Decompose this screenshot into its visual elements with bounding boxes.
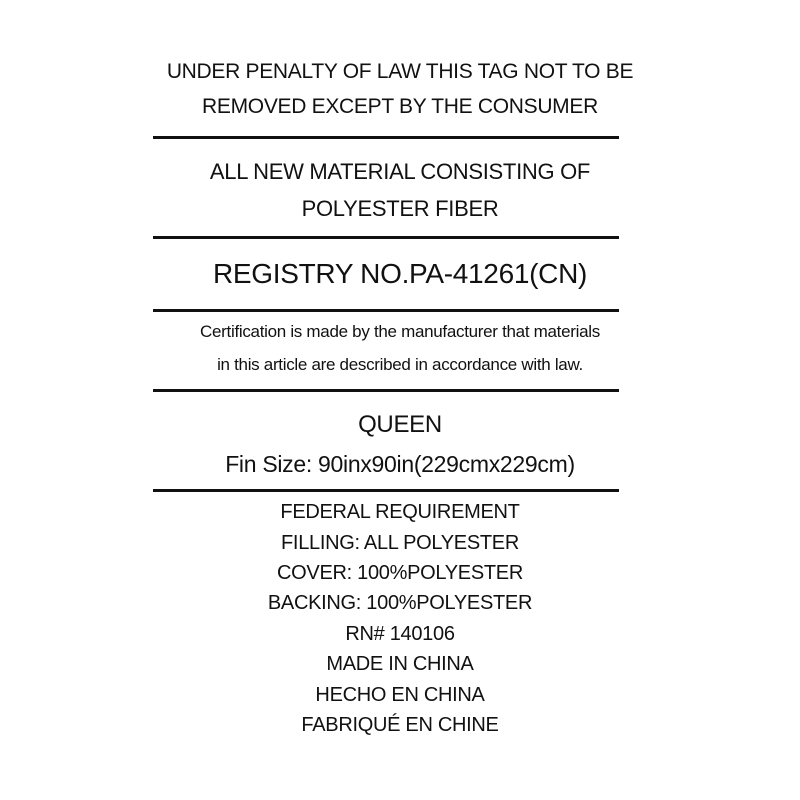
divider-3 — [153, 309, 619, 312]
divider-4 — [153, 389, 619, 392]
warning-line-1: UNDER PENALTY OF LAW THIS TAG NOT TO BE — [166, 60, 634, 83]
federal-heading: FEDERAL REQUIREMENT — [280, 501, 520, 523]
divider-2 — [153, 236, 619, 239]
size-name: QUEEN — [358, 411, 442, 438]
warning-line-2: REMOVED EXCEPT BY THE CONSUMER — [202, 95, 598, 118]
made-in-china: MADE IN CHINA — [326, 653, 474, 675]
material-line-1: ALL NEW MATERIAL CONSISTING OF — [209, 159, 591, 184]
divider-1 — [153, 136, 619, 139]
registry-number: REGISTRY NO.PA-41261(CN) — [212, 258, 588, 289]
certification-line-2: in this article are described in accordance with law. — [217, 355, 583, 374]
filling-line: FILLING: ALL POLYESTER — [281, 532, 519, 554]
fabrique-en-chine: FABRIQUÉ EN CHINE — [301, 714, 499, 736]
backing-line: BACKING: 100%POLYESTER — [267, 592, 533, 614]
cover-line: COVER: 100%POLYESTER — [277, 562, 523, 584]
rn-number: RN# 140106 — [345, 623, 455, 645]
fin-size: Fin Size: 90inx90in(229cmx229cm) — [225, 451, 575, 477]
hecho-en-china: HECHO EN CHINA — [315, 684, 485, 706]
material-line-2: POLYESTER FIBER — [301, 196, 499, 221]
certification-line-1: Certification is made by the manufacturer that materials — [200, 322, 600, 341]
divider-5 — [153, 489, 619, 492]
